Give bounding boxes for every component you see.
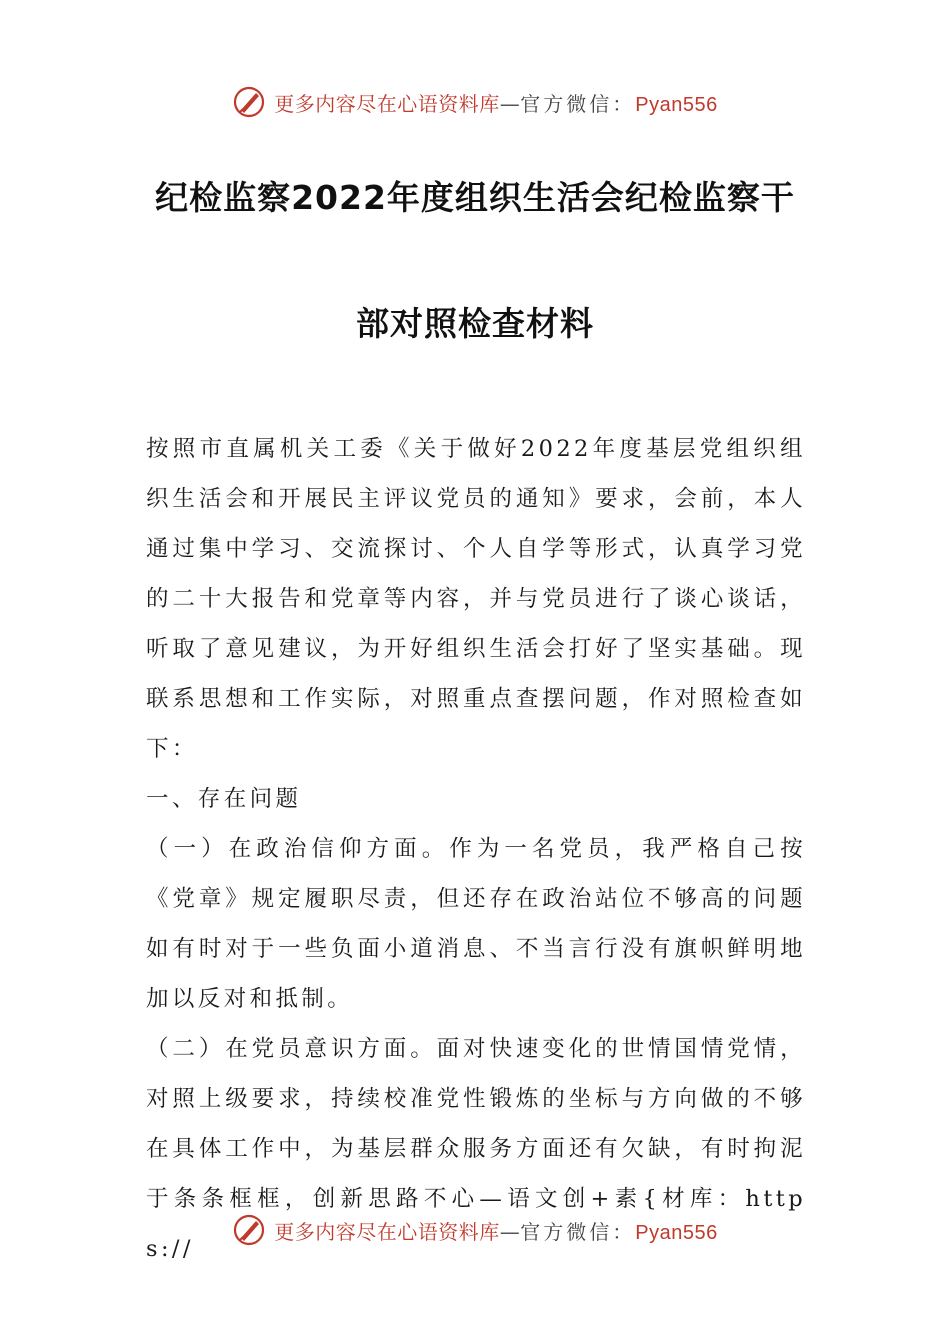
- banner-text: [274, 88, 717, 117]
- document-body: [146, 424, 806, 1274]
- footer-banner-wechat-label: 官方微信：: [520, 1219, 636, 1244]
- header-banner: [0, 82, 950, 122]
- footer-banner-brand: 更多内容尽在心语资料库: [274, 1219, 500, 1244]
- footer-banner: [0, 1210, 950, 1250]
- quill-pen-icon: [232, 1213, 266, 1247]
- section-heading-problems: 一、存在问题: [146, 786, 302, 812]
- footer-banner-text: [274, 1216, 717, 1245]
- document-title-line-1: 纪检监察2022年度组织生活会纪检监察干: [155, 178, 795, 217]
- banner-separator: —: [499, 91, 521, 116]
- paragraph-intro: 按照市直属机关工委《关于做好2022年度基层党组织组织生活会和开展民主评议党员的通知》要求，会前，本人通过集中学习、交流探讨、个人自学等形式，认真学习党的二十大报告和党章等内容，并与党员进行了谈心谈话，听取了意见建议，为开好组织生活会打好了坚实基础。现联系思想和工作实际，对照重点查摆问题，作对照检查如下：: [146, 436, 806, 762]
- banner-brand: 更多内容尽在心语资料库: [274, 91, 500, 116]
- banner-wechat-id: Pyan556: [635, 93, 718, 116]
- paragraph-party-awareness: （二）在党员意识方面。面对快速变化的世情国情党情，对照上级要求，持续校准党性锻炼的坐标与方向做的不够在具体工作中，为基层群众服务方面还有欠缺，有时拘泥于条条框框，创新思路不心—语文创+素{材库：https://: [146, 1036, 806, 1262]
- quill-pen-icon: [232, 85, 266, 119]
- banner-wechat-label: 官方微信：: [520, 91, 636, 116]
- paragraph-political-belief: （一）在政治信仰方面。作为一名党员，我严格自己按《党章》规定履职尽责，但还存在政治站位不够高的问题如有时对于一些负面小道消息、不当言行没有旗帜鲜明地加以反对和抵制。: [146, 836, 806, 1012]
- document-title-line-2: 部对照检查材料: [356, 304, 594, 343]
- footer-banner-separator: —: [499, 1219, 521, 1244]
- footer-banner-wechat-id: Pyan556: [635, 1221, 718, 1244]
